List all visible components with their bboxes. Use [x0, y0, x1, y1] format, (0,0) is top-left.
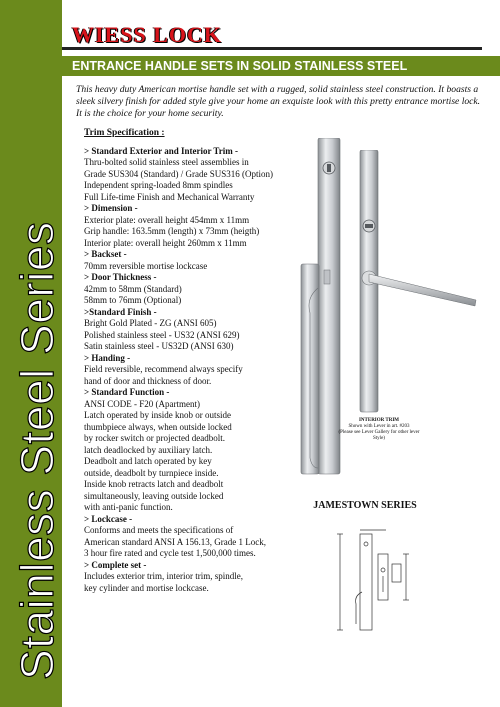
spec-text: by rocker switch or projected deadbolt.	[84, 433, 225, 443]
spec-heading: > Standard Exterior and Interior Trim -	[84, 145, 238, 156]
spec-text: Inside knob retracts latch and deadbolt	[84, 479, 224, 489]
spec-text: Thru-bolted solid stainless steel assemblies in	[84, 157, 249, 167]
intro-paragraph: This heavy duty American mortise handle set with a rugged, solid stainless steel construction. It boasts a sleek silvery finish for added style give your home an exquiste look with this pretty entrance mortise lock. It is the choice for your home security.	[76, 84, 481, 120]
spec-text: Full Life-time Finish and Mechanical Warranty	[84, 191, 255, 202]
logo-underline	[62, 47, 482, 50]
spec-text: 70mm reversible mortise lockcase	[84, 260, 208, 271]
spec-text: Polished stainless steel - US32 (ANSI 629)	[84, 329, 240, 340]
interior-trim-title: INTERIOR TRIM	[358, 418, 400, 423]
spec-heading: > Dimension -	[84, 203, 138, 213]
spec-heading: >Standard Finish -	[84, 306, 157, 317]
spec-text: Grip handle: 163.5mm (length) x 73mm (heigth)	[84, 226, 260, 236]
spec-text: Deadbolt and latch operated by key	[84, 456, 212, 466]
spec-text: Includes exterior trim, interior trim, spindle,	[84, 571, 243, 581]
spec-heading: > Complete set -	[84, 559, 147, 570]
spec-text: latch deadlocked by auxiliary latch.	[84, 444, 213, 455]
spec-heading: > Backset -	[84, 249, 127, 259]
spec-text: Exterior plate: overall height 454mm x 11mm	[84, 214, 250, 225]
spec-text: simultaneously, leaving outside locked	[84, 490, 224, 501]
page-title-banner: ENTRANCE HANDLE SETS IN SOLID STAINLESS STEEL	[62, 56, 500, 76]
spec-text: Conforms and meets the specifications of	[84, 525, 234, 535]
logo-bar	[62, 22, 482, 48]
series-vertical-title: Stainless Steel Series	[11, 221, 63, 680]
spec-text: 42mm to 58mm (Standard)	[84, 283, 182, 294]
spec-text: Satin stainless steel - US32D (ANSI 630)	[84, 341, 234, 351]
spec-text: 3 hour fire rated and cycle test 1,500,000 times.	[84, 548, 256, 558]
spec-text: American standard ANSI A 156.13, Grade 1 Lock,	[84, 536, 266, 547]
spec-text: key cylinder and mortise lockcase.	[84, 582, 209, 593]
dimension-drawing	[330, 520, 420, 640]
spec-heading: > Door Thickness -	[84, 272, 157, 282]
interior-trim-note-2: (Please see Lever Gallery for other lever Style)	[338, 430, 420, 441]
spec-heading: > Lockcase -	[84, 513, 133, 524]
spec-text: hand of door and thickness of door.	[84, 375, 212, 386]
spec-heading: > Handing -	[84, 352, 131, 363]
spec-text: Bright Gold Plated - ZG (ANSI 605)	[84, 318, 217, 328]
spec-text: Grade SUS304 (Standard) / Grade SUS316 (Option)	[84, 168, 273, 179]
spec-text: thumbpiece always, when outside locked	[84, 421, 232, 432]
interior-trim-image	[356, 150, 486, 420]
spec-text: outside, deadbolt by turnpiece inside.	[84, 467, 219, 478]
sidebar-band	[0, 0, 62, 707]
trim-specification	[84, 128, 299, 594]
spec-lines	[84, 146, 299, 595]
spec-text: Independent spring-loaded 8mm spindles	[84, 180, 233, 190]
spec-text: 58mm to 76mm (Optional)	[84, 295, 182, 305]
spec-title: Trim Specification :	[84, 128, 165, 138]
spec-heading: > Standard Function -	[84, 387, 170, 397]
spec-text: Field reversible, recommend always specify	[84, 364, 243, 374]
interior-trim-caption	[334, 418, 424, 442]
spec-text: ANSI CODE - F20 (Apartment)	[84, 398, 200, 409]
series-name: JAMESTOWN SERIES	[313, 500, 417, 511]
brand-logo: WIESS LOCK	[72, 22, 222, 47]
spec-text: Latch operated by inside knob or outside	[84, 410, 231, 420]
spec-text: with anti-panic function.	[84, 502, 173, 512]
interior-trim-note: Shown with Lever in art. #203	[348, 424, 410, 429]
spec-text: Interior plate: overall height 260mm x 11mm	[84, 237, 247, 248]
